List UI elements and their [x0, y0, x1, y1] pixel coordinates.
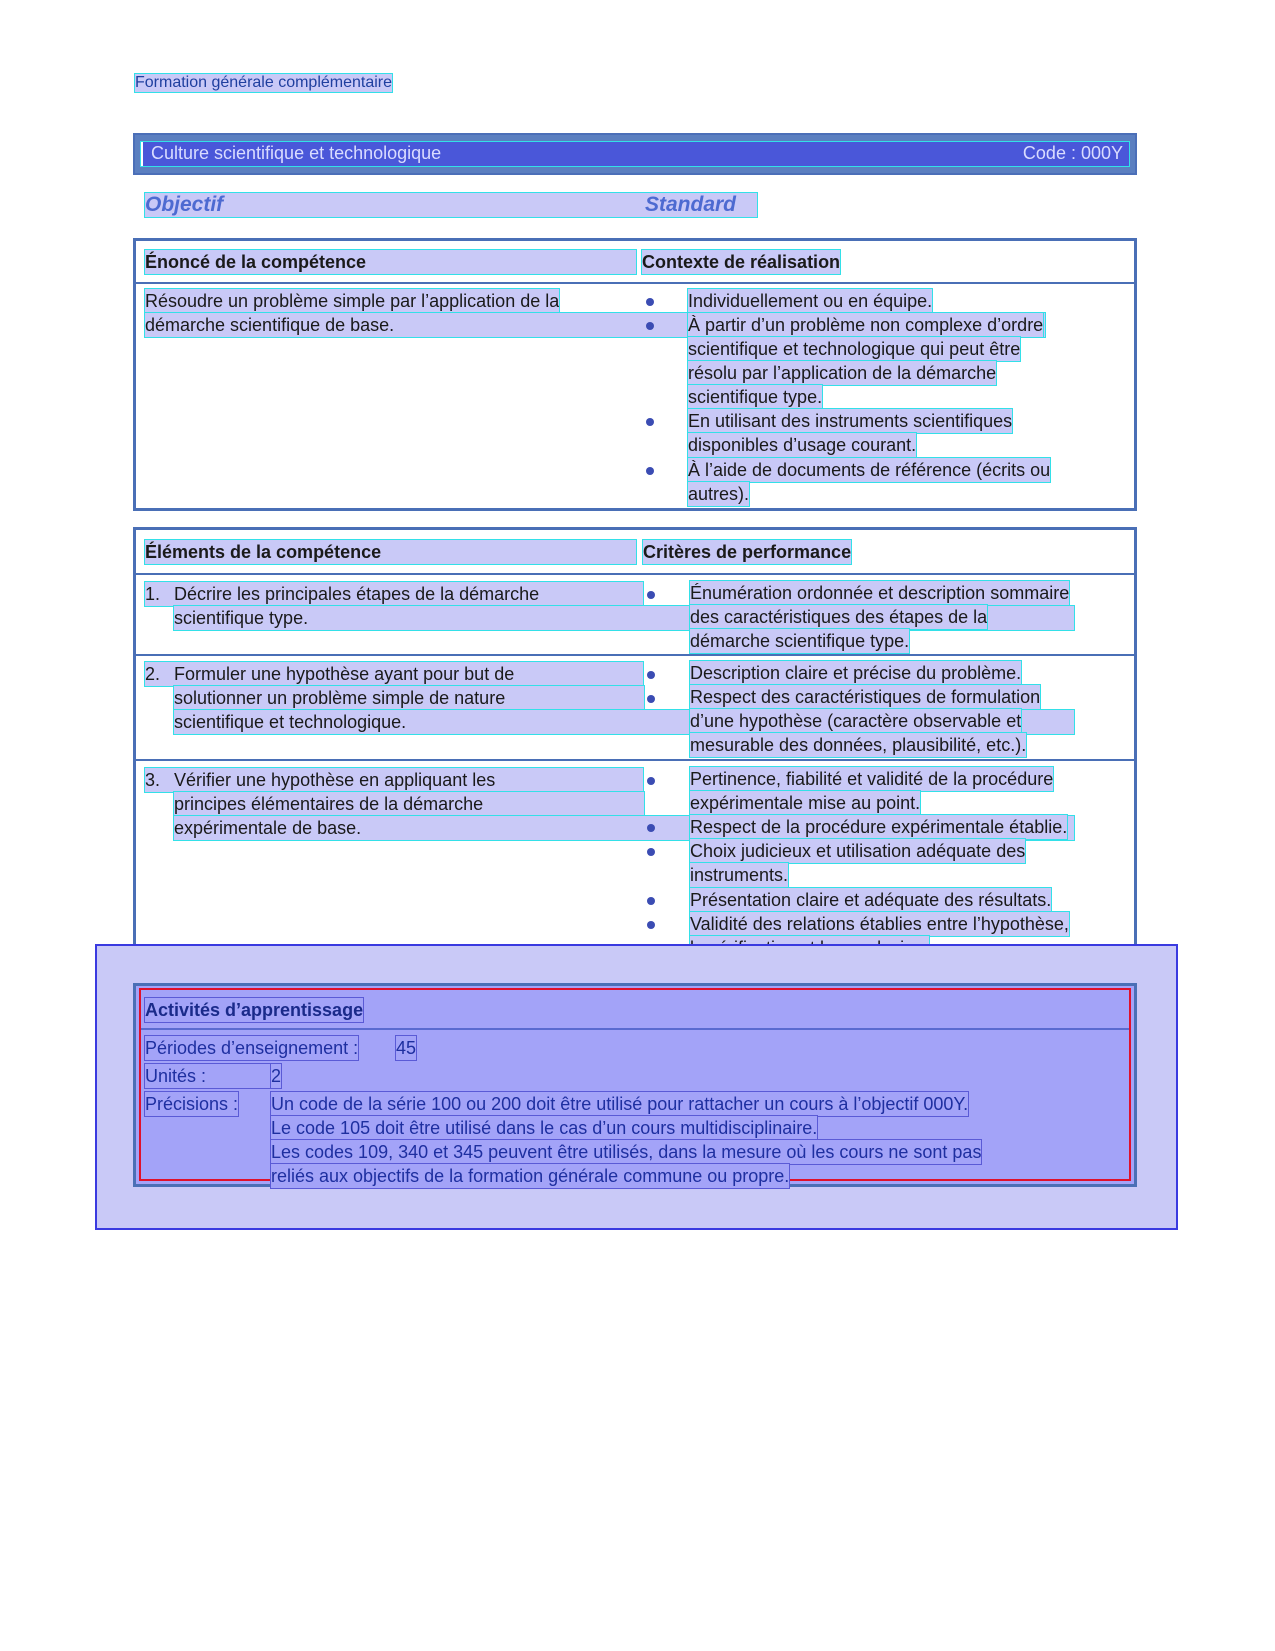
running-header: Formation générale complémentaire [135, 74, 393, 91]
context-item: En utilisant des instruments scientifiques [688, 411, 1013, 431]
bullet-icon [647, 824, 655, 832]
criteria-header: Critères de performance [643, 542, 852, 562]
course-title-bar [133, 133, 1137, 175]
objective-standard-row [145, 193, 757, 217]
bullet-icon [646, 418, 654, 426]
divider [136, 654, 1134, 656]
elements-table [133, 527, 1137, 965]
competence-statement-header: Énoncé de la compétence [145, 250, 636, 274]
bullet-icon [647, 591, 655, 599]
precision-line: Les codes 109, 340 et 345 peuvent être utilisés, dans la mesure où les cours ne sont pas [271, 1142, 982, 1162]
context-header: Contexte de réalisation [642, 252, 841, 272]
standard-label: Standard [645, 193, 737, 216]
element-number: 2. [145, 662, 643, 686]
context-item: scientifique type. [688, 387, 823, 407]
bullet-icon [647, 921, 655, 929]
units-label: Unités : [145, 1064, 271, 1088]
context-item: À l’aide de documents de référence (écrits ou [688, 460, 1051, 480]
bullet-icon [647, 848, 655, 856]
activities-table [133, 983, 1137, 1187]
precision-line: reliés aux objectifs de la formation générale commune ou propre. [271, 1166, 790, 1186]
context-item: scientifique et technologique qui peut être [688, 339, 1021, 359]
divider [136, 759, 1134, 761]
divider [136, 573, 1134, 575]
competence-statement: démarche scientifique de base. [145, 313, 1045, 337]
context-item: autres). [688, 484, 750, 504]
course-title: Culture scientifique et technologique [151, 143, 442, 163]
criterion: Respect des caractéristiques de formulation [690, 687, 1041, 707]
periods-value: 45 [396, 1038, 417, 1058]
criterion: des caractéristiques des étapes de la [690, 607, 988, 627]
elements-header: Éléments de la compétence [145, 540, 636, 564]
element-text: solutionner un problème simple de nature [174, 686, 644, 710]
criterion: Pertinence, fiabilité et validité de la procédure [690, 769, 1054, 789]
bullet-icon [647, 777, 655, 785]
course-code: Code : 000Y [1022, 143, 1123, 163]
element-text: principes élémentaires de la démarche [174, 792, 644, 816]
objective-label: Objectif [145, 193, 224, 216]
element-text: Décrire les principales étapes de la démarche [174, 584, 540, 604]
competence-table [133, 238, 1137, 511]
bullet-icon [647, 897, 655, 905]
precision-line: Le code 105 doit être utilisé dans le cas d’un cours multidisciplinaire. [271, 1118, 818, 1138]
element-text: Formuler une hypothèse ayant pour but de [174, 664, 515, 684]
selection-highlight [139, 988, 1131, 1186]
context-item: disponibles d’usage courant. [688, 435, 917, 455]
bullet-icon [646, 322, 654, 330]
criterion: expérimentale mise au point. [690, 793, 921, 813]
context-item: À partir d’un problème non complexe d’ordre [688, 315, 1044, 335]
criterion: démarche scientifique type. [690, 631, 910, 651]
criterion: mesurable des données, plausibilité, etc.). [690, 735, 1027, 755]
element-number: 3. [145, 768, 643, 792]
course-title-band [141, 142, 1129, 166]
element-text: expérimentale de base. [174, 816, 1074, 840]
element-text: Vérifier une hypothèse en appliquant les [174, 770, 496, 790]
bullet-icon [646, 298, 654, 306]
criterion: Respect de la procédure expérimentale établie. [690, 817, 1068, 837]
divider [136, 282, 1134, 284]
bullet-icon [647, 695, 655, 703]
criterion: d’une hypothèse (caractère observable et [690, 711, 1022, 731]
units-value: 2 [271, 1066, 282, 1086]
activities-header: Activités d’apprentissage [145, 1000, 364, 1020]
bullet-icon [647, 671, 655, 679]
criterion: instruments. [690, 865, 789, 885]
element-text: scientifique type. [174, 606, 1074, 630]
criterion: Choix judicieux et utilisation adéquate des [690, 841, 1026, 861]
divider [141, 1028, 1129, 1030]
precisions-label: Précisions : [145, 1094, 239, 1114]
periods-label: Périodes d’enseignement : [145, 1038, 359, 1058]
criterion: Validité des relations établies entre l’hypothèse, [690, 914, 1069, 934]
precision-line: Un code de la série 100 ou 200 doit être utilisé pour rattacher un cours à l’objectif 000Y. [271, 1094, 969, 1114]
context-item: résolu par l’application de la démarche [688, 363, 997, 383]
element-number: 1. [145, 582, 643, 606]
criterion: Énumération ordonnée et description sommaire [690, 583, 1070, 603]
element-text: scientifique et technologique. [174, 710, 1074, 734]
bullet-icon [646, 467, 654, 475]
context-item: Individuellement ou en équipe. [688, 291, 933, 311]
criterion: Description claire et précise du problème. [690, 663, 1022, 683]
criterion: Présentation claire et adéquate des résultats. [690, 890, 1052, 910]
competence-statement: Résoudre un problème simple par l’application de la [145, 291, 560, 311]
